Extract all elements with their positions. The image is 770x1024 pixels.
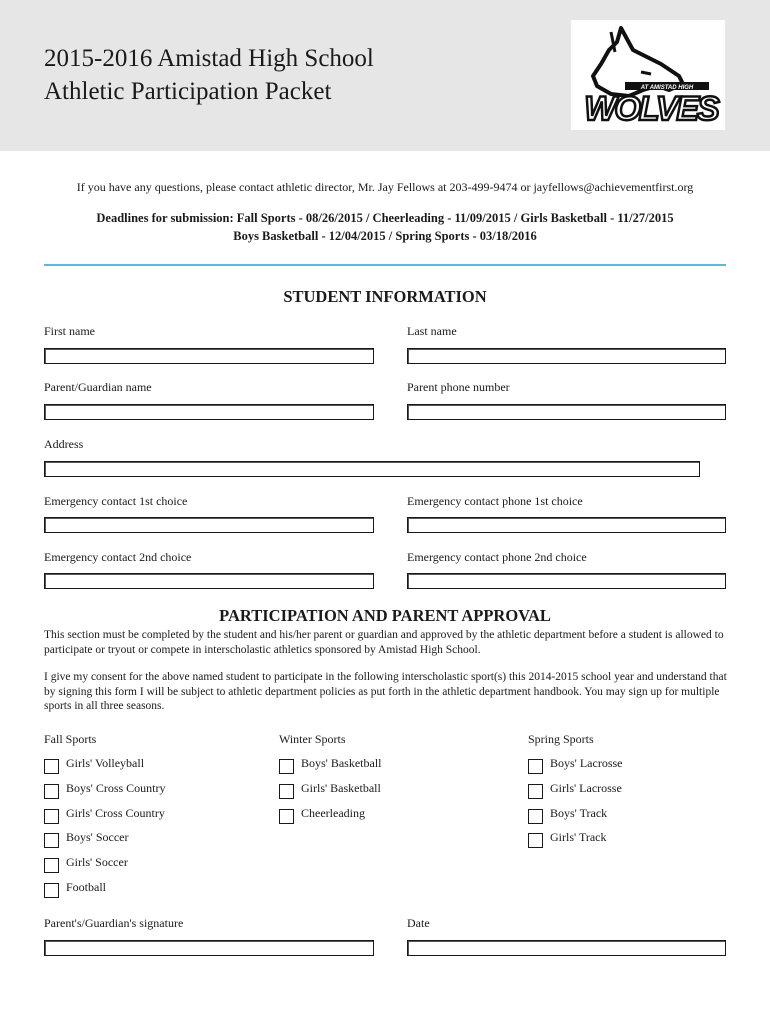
- last-name-label: Last name: [407, 324, 457, 338]
- page-title-line2: Athletic Participation Packet: [44, 78, 332, 105]
- emergency1-field[interactable]: [44, 517, 374, 533]
- label-winter-cheerleading: Cheerleading: [301, 806, 365, 820]
- emergency2-phone-field[interactable]: [407, 573, 726, 589]
- signature-label: Parent's/Guardian's signature: [44, 916, 184, 930]
- signature-field[interactable]: [44, 940, 374, 956]
- checkbox-spring-boys-track[interactable]: [528, 809, 543, 824]
- label-fall-girls-cross-country: Girls' Cross Country: [66, 806, 165, 820]
- label-fall-girls-soccer: Girls' Soccer: [66, 855, 128, 869]
- checkbox-spring-girls-track[interactable]: [528, 833, 543, 848]
- label-winter-girls-basketball: Girls' Basketball: [301, 781, 381, 795]
- checkbox-winter-girls-basketball[interactable]: [279, 784, 294, 799]
- address-label: Address: [44, 437, 84, 451]
- student-info-heading: STUDENT INFORMATION: [283, 287, 487, 306]
- label-spring-boys-track: Boys' Track: [550, 806, 608, 820]
- parent-phone-field[interactable]: [407, 404, 726, 420]
- checkbox-fall-girls-cross-country[interactable]: [44, 809, 59, 824]
- emergency1-phone-label: Emergency contact phone 1st choice: [407, 494, 583, 508]
- checkbox-fall-football[interactable]: [44, 883, 59, 898]
- parent-name-label: Parent/Guardian name: [44, 380, 152, 394]
- participation-heading: PARTICIPATION AND PARENT APPROVAL: [219, 606, 551, 625]
- logo-big-text: WOLVES: [584, 90, 718, 128]
- deadlines-line2: Boys Basketball - 12/04/2015 / Spring Sports - 03/18/2016: [233, 229, 537, 243]
- label-spring-girls-lacrosse: Girls' Lacrosse: [550, 781, 622, 795]
- participation-paragraph-2: I give my consent for the above named student to participate in the following interscholastic sport(s) this 2014-2015 school year and understand that by signing this form I will be subject to athletic department policies as put forth in the athletic department handbook. You may sign up for multiple sports in all three seasons.: [44, 671, 727, 712]
- checkbox-fall-girls-soccer[interactable]: [44, 858, 59, 873]
- label-spring-boys-lacrosse: Boys' Lacrosse: [550, 756, 623, 770]
- checkbox-winter-cheerleading[interactable]: [279, 809, 294, 824]
- emergency1-label: Emergency contact 1st choice: [44, 494, 188, 508]
- section-divider: [44, 264, 726, 266]
- spring-sports-heading: Spring Sports: [528, 732, 594, 746]
- wolf-head-logo-icon: [571, 20, 725, 130]
- emergency2-phone-label: Emergency contact phone 2nd choice: [407, 550, 587, 564]
- contact-text: If you have any questions, please contact athletic director, Mr. Jay Fellows at 203-499-9474 or jayfellows@achievementfirst.org: [76, 180, 694, 194]
- parent-name-field[interactable]: [44, 404, 374, 420]
- label-fall-boys-soccer: Boys' Soccer: [66, 830, 129, 844]
- label-fall-football: Football: [66, 880, 107, 894]
- checkbox-spring-boys-lacrosse[interactable]: [528, 759, 543, 774]
- checkbox-fall-boys-soccer[interactable]: [44, 833, 59, 848]
- checkbox-fall-boys-cross-country[interactable]: [44, 784, 59, 799]
- label-spring-girls-track: Girls' Track: [550, 830, 607, 844]
- last-name-field[interactable]: [407, 348, 726, 364]
- participation-paragraph-1: This section must be completed by the student and his/her parent or guardian and approved by the athletic department before a student is allowed to participate or tryout or compete in interscholastic athletics sponsored by Amistad High School.: [44, 629, 724, 656]
- checkbox-winter-boys-basketball[interactable]: [279, 759, 294, 774]
- winter-sports-heading: Winter Sports: [279, 732, 346, 746]
- date-label: Date: [407, 916, 430, 930]
- fall-sports-heading: Fall Sports: [44, 732, 97, 746]
- date-field[interactable]: [407, 940, 726, 956]
- first-name-field[interactable]: [44, 348, 374, 364]
- emergency2-label: Emergency contact 2nd choice: [44, 550, 192, 564]
- first-name-label: First name: [44, 324, 95, 338]
- label-winter-boys-basketball: Boys' Basketball: [301, 756, 382, 770]
- emergency2-field[interactable]: [44, 573, 374, 589]
- page-title-line1: 2015-2016 Amistad High School: [44, 45, 374, 72]
- emergency1-phone-field[interactable]: [407, 517, 726, 533]
- checkbox-fall-girls-volleyball[interactable]: [44, 759, 59, 774]
- checkbox-spring-girls-lacrosse[interactable]: [528, 784, 543, 799]
- logo-small-text: AT AMISTAD HIGH: [640, 85, 694, 91]
- label-fall-boys-cross-country: Boys' Cross Country: [66, 781, 166, 795]
- school-logo: [571, 20, 725, 130]
- address-field[interactable]: [44, 461, 700, 477]
- parent-phone-label: Parent phone number: [407, 380, 510, 394]
- deadlines-line1: Deadlines for submission: Fall Sports - 08/26/2015 / Cheerleading - 11/09/2015 / Girls Basketball - 11/27/2015: [96, 211, 674, 225]
- label-fall-girls-volleyball: Girls' Volleyball: [66, 756, 145, 770]
